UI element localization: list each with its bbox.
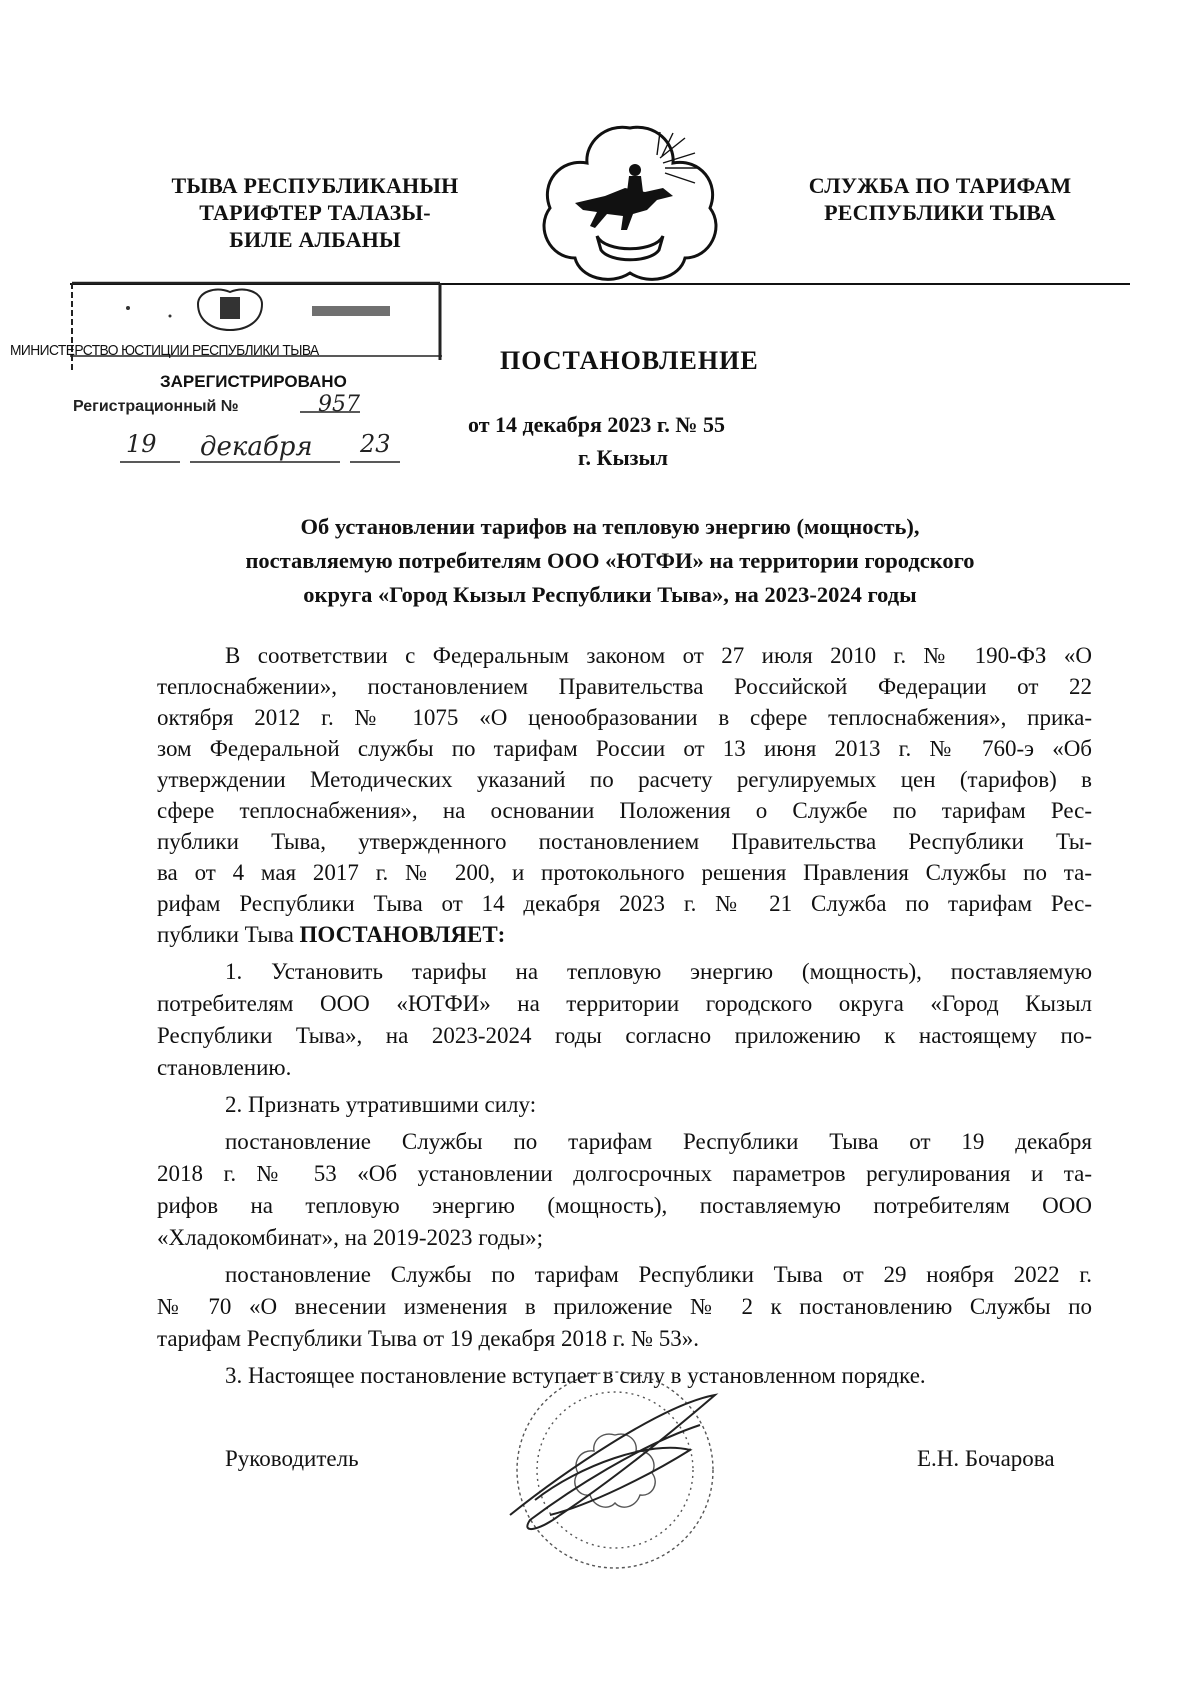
header-right-org — [790, 172, 1090, 226]
stamp-ministry-title: МИНИСТЕРСТВО ЮСТИЦИИ РЕСПУБЛИКИ ТЫВА — [10, 343, 319, 359]
signatory-role: Руководитель — [225, 1446, 359, 1471]
item2a-line: «Хладокомбинат», на 2019-2023 годы»; — [157, 1225, 544, 1250]
document-city: г. Кызыл — [578, 445, 668, 470]
item1-line: становлению. — [157, 1055, 292, 1080]
subject-line: округа «Город Кызыл Республики Тыва», на 2023-2024 годы — [303, 582, 917, 607]
preamble-line: теплоснабжении», постановлением Правительства Российской Федерации от 22 — [157, 674, 1092, 699]
stamp-year: 23 — [360, 430, 391, 458]
item1-line: Республики Тыва», на 2023-2024 годы согласно приложению к настоящему по- — [157, 1023, 1092, 1048]
stamp-number-label: Регистрационный № — [73, 398, 239, 415]
item2b-line: № 70 «О внесении изменения в приложение № 2 к постановлению Службы по — [157, 1294, 1092, 1319]
item2a-line: постановление Службы по тарифам Республики Тыва от 19 декабря — [225, 1129, 1092, 1154]
subject-line: Об установлении тарифов на тепловую энергию (мощность), — [300, 514, 920, 539]
header-left-line: БИЛЕ АЛБАНЫ — [229, 227, 401, 252]
item2-title: 2. Признать утратившими силу: — [225, 1092, 537, 1117]
header-right-line: РЕСПУБЛИКИ ТЫВА — [824, 200, 1056, 225]
item3-line: 3. Настоящее постановление вступает в силу в установленном порядке. — [225, 1363, 926, 1388]
document-subject — [150, 510, 1070, 612]
resolves-keyword: ПОСТАНОВЛЯЕТ: — [299, 922, 506, 947]
official-seal-icon — [500, 1365, 730, 1575]
item1-line: потребителям ООО «ЮТФИ» на территории городского округа «Город Кызыл — [157, 991, 1092, 1016]
preamble-last-line — [157, 920, 1092, 950]
preamble-line: зом Федеральной службы по тарифам России от 13 июня 2013 г. № 760-э «Об — [157, 736, 1092, 761]
document-type: ПОСТАНОВЛЕНИЕ — [500, 346, 759, 375]
emblem-icon — [535, 118, 725, 288]
subject-line: поставляемую потребителям ООО «ЮТФИ» на территории городского — [245, 548, 975, 573]
header-left-line: ТАРИФТЕР ТАЛАЗЫ- — [199, 200, 431, 225]
preamble-line: В соответствии с Федеральным законом от 27 июля 2010 г. № 190-ФЗ «О — [225, 643, 1092, 668]
header-right-line: СЛУЖБА ПО ТАРИФАМ — [808, 173, 1072, 198]
preamble-end: публики Тыва — [157, 922, 294, 947]
preamble-line: публики Тыва, утвержденного постановлением Правительства Республики Ты- — [157, 829, 1092, 854]
stamp-registered-label: ЗАРЕГИСТРИРОВАНО — [160, 372, 347, 391]
item1-line: 1. Установить тарифы на тепловую энергию (мощность), поставляемую — [225, 959, 1092, 984]
preamble-line: октября 2012 г. № 1075 «О ценообразовании в сфере теплоснабжения», прика- — [157, 705, 1092, 730]
preamble-line: утверждении Методических указаний по расчету регулируемых цен (тарифов) в — [157, 767, 1092, 792]
item2b-line: тарифам Республики Тыва от 19 декабря 2018 г. № 53». — [157, 1326, 700, 1351]
header-left-line: ТЫВА РЕСПУБЛИКАНЫН — [171, 173, 459, 198]
item2a-line: рифов на тепловую энергию (мощность), поставляемую потребителям ООО — [157, 1193, 1092, 1218]
document-date-number: от 14 декабря 2023 г. № 55 — [468, 412, 726, 437]
item2b-line: постановление Службы по тарифам Республики Тыва от 29 ноября 2022 г. — [225, 1262, 1092, 1287]
stamp-day: 19 — [126, 430, 157, 458]
signatory-name: Е.Н. Бочарова — [917, 1446, 1055, 1471]
stamp-month: декабря — [200, 432, 313, 462]
preamble-line: рифам Республики Тыва от 14 декабря 2023 г. № 21 Служба по тарифам Рес- — [157, 891, 1092, 916]
preamble-line: сфере теплоснабжения», на основании Положения о Службе по тарифам Рес- — [157, 798, 1092, 823]
stamp-registration-number: 957 — [318, 392, 360, 417]
preamble-line: ва от 4 мая 2017 г. № 200, и протокольного решения Правления Службы по та- — [157, 860, 1092, 885]
item2a-line: 2018 г. № 53 «Об установлении долгосрочных параметров регулирования и та- — [157, 1161, 1092, 1186]
